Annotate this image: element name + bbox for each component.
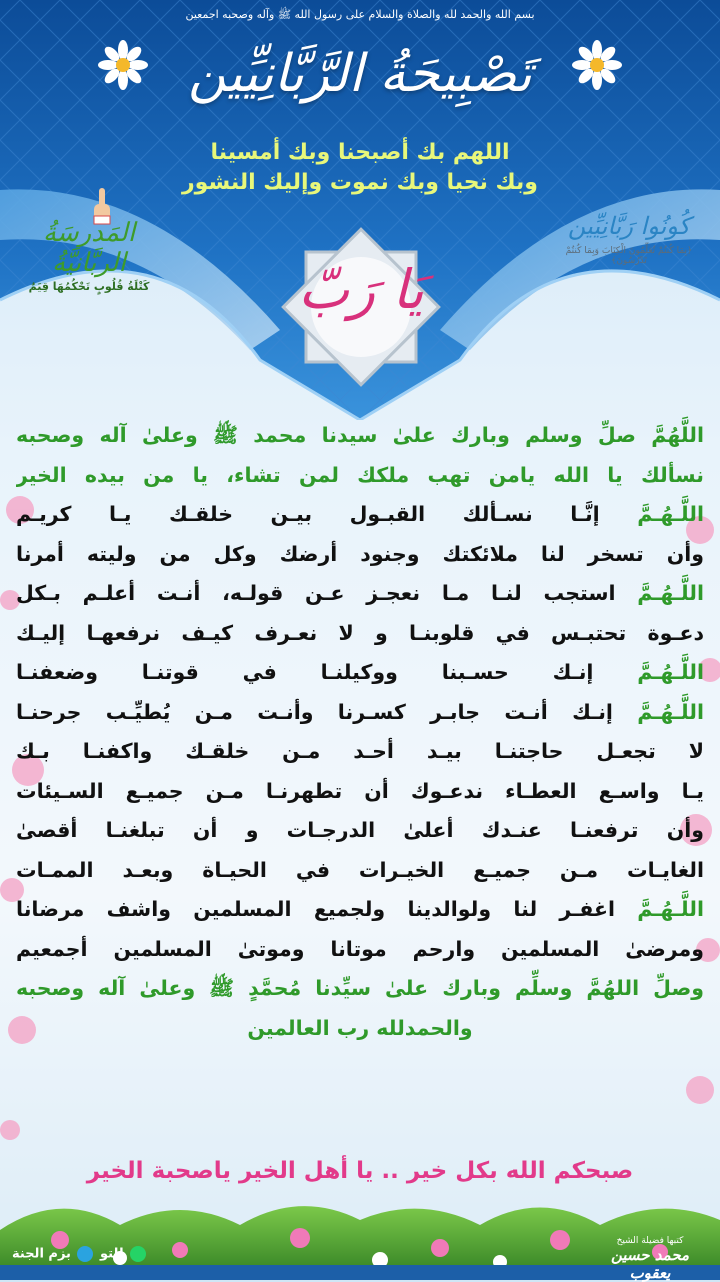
prayer-line (16, 930, 704, 970)
prayer-highlight-text: اللَّـهُـمَّ (614, 897, 704, 921)
prayer-text: اغفـر لنا ولوالدينا ولجميع المسلمين واشف مرضانا (16, 897, 615, 921)
prayer-text: إنـك حسـبنا ووكيلنـا في قوتنـا وضعفنـا (16, 660, 594, 684)
prayer-text: وأن تسخر لنا ملائكتك وجنود أرضك وكل من وليته أمرنا (16, 541, 704, 566)
prayer-line (16, 693, 704, 733)
prayer-line (16, 1009, 704, 1049)
kunu-logo-name: كُونُوا رَبَّانِيِّين (567, 212, 691, 240)
prayer-highlight-text: اللَّـهُـمَّ (615, 581, 704, 605)
prayer-line (16, 535, 704, 575)
prayer-line (16, 772, 704, 812)
prayer-text: استجب لنـا مـا نعجـز عـن قولـه، أنـت أعلـم بـكل (16, 581, 616, 605)
prayer-line (16, 495, 704, 535)
prayer-text-panel (16, 416, 704, 1136)
telegram-icon (77, 1246, 93, 1262)
prayer-text: ومرضىٰ المسلمين وارحم موتانا وموتىٰ المسلمين أجمعيم (16, 936, 704, 961)
prayer-line (16, 456, 704, 496)
prayer-highlight-text: وصلِّ اللهُمَّ وسلِّم وبارك علىٰ سيِّدنا مُحمَّدٍ ﷺ وعلىٰ آله وصحبه (16, 976, 704, 1000)
prayer-highlight-text: اللَّـهُـمَّ (593, 660, 704, 684)
prayer-highlight-text: والحمدلله رب العالمين (247, 1015, 473, 1040)
prayer-text: الغايـات مـن جميـع الخيـرات في الحيـاة وبعـد الممـات (16, 857, 704, 882)
prayer-line (16, 851, 704, 891)
closing-greeting: صبحكم الله بكل خير .. يا أهل الخير ياصحبة الخير (86, 1158, 634, 1184)
author-credit (590, 1236, 710, 1282)
prayer-line (16, 416, 704, 456)
social-handle: للتو (99, 1246, 124, 1262)
author-signature: محمد حسين يعقوب (610, 1246, 690, 1282)
prayer-text: يـا واسـع العطـاء ندعـوك أن تطهرنـا مـن جميـع السـيئات (16, 778, 704, 803)
subtitle-line-2: وبك نحيا وبك نموت وإليك النشور (182, 170, 538, 195)
page-title: تَصْبِيحَةُ الرَّبَّانِيِّين (188, 44, 532, 104)
madrasa-logo-name: المَدرسَةُ الربَّانيَّةُ (42, 218, 136, 278)
prayer-line (16, 653, 704, 693)
prayer-line (16, 969, 704, 1009)
prayer-highlight-text: اللَّهُمَّ صلِّ وسلم وبارك علىٰ سيدنا محمد ﷺ وعلىٰ آله وصحبه (16, 423, 704, 447)
bismillah-line: بسم الله والحمد لله والصلاة والسلام على رسول الله ﷺ وآله وصحبه اجمعين (185, 8, 535, 21)
prayer-line (16, 614, 704, 654)
prayer-line (16, 732, 704, 772)
kunu-rabbaniyin-logo (548, 212, 710, 266)
daisy-icon (572, 40, 622, 90)
prayer-highlight-text: اللَّـهُـمَّ (612, 699, 704, 724)
social-brand: بزم الجنة (12, 1246, 71, 1262)
prayer-line (16, 811, 704, 851)
prayer-highlight-text: نسألك يا الله يامن تهب ملكك لمن تشاء، يا من بيده الخير (16, 462, 704, 487)
prayer-line (16, 574, 704, 614)
prayer-text: إنـك أنـت جابـر كسـرنا وأنـت مـن يُطيِّـب جرحنـا (16, 699, 613, 724)
whatsapp-icon (130, 1246, 146, 1262)
prayer-text: دعـوة تحتبـس في قلوبنـا و لا نعـرف كيـف نرفعهـا إليـك (16, 620, 704, 645)
madrasa-logo (14, 218, 164, 293)
daisy-icon (98, 40, 148, 90)
prayer-text: وأن ترفعنـا عنـدك أعلىٰ الدرجـات و أن تبلغنـا أقصىٰ (16, 818, 704, 842)
prayer-line (16, 890, 704, 930)
madrasa-logo-tagline: كَتْلَةُ قُلُوبٍ تَحْكُمُهَا قِيَمٌ (28, 280, 150, 293)
prayer-highlight-text: اللَّـهُـمَّ (599, 502, 704, 526)
social-footer (12, 1246, 148, 1262)
subtitle-line-1: اللهم بك أصبحنا وبك أمسينا (210, 140, 510, 165)
kunu-logo-verse: ﴿بِمَا كُنتُمْ تُعَلِّمُونَ الْكِتَابَ وَبِمَا كُنتُمْ تَدْرُسُونَ﴾ (565, 246, 693, 266)
ya-rabb-calligraphy: يَا رَبّ (298, 258, 424, 321)
prayer-text: لا تجعـل حاجتنـا بيـد أحـد مـن خلقـك واكفنـا بـك (16, 739, 704, 763)
author-credit-label: كتبها فضيلة الشيخ (616, 1236, 684, 1246)
prayer-text: إنَّـا نسـألك القبـول بيـن خلقـك يـا كريـم (16, 502, 600, 526)
